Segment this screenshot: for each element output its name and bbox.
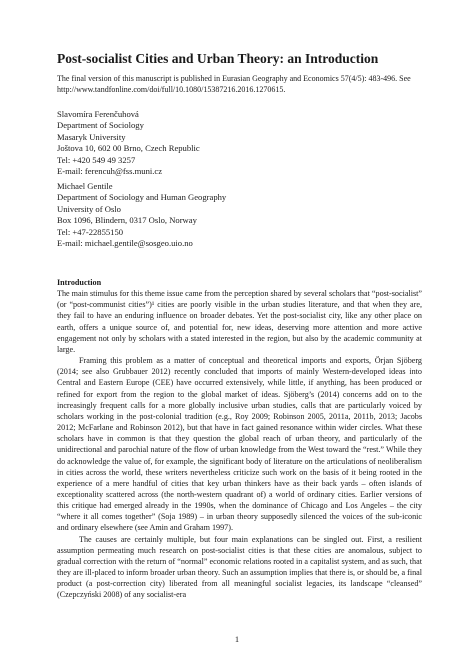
body-paragraph: The main stimulus for this theme issue came from the perception shared by several scholars that “post-socialist” (or “post-communist cities”)¹ cities are poorly visible in the urban studies literature, and that when they are, they fail to have an enduring influence on broader debates. Yet the post-socialist city, like any other place on earth, offers a unique source of, and potential for, new ideas, deserving more attention and more active engagement not only by scholars with a stated interested in the region, but also by the academic community at large.	[57, 289, 422, 354]
author-block-2	[57, 181, 387, 249]
author-address: Joštova 10, 602 00 Brno, Czech Republic	[57, 143, 200, 154]
author-department: Department of Sociology	[57, 120, 144, 131]
page-number: 1	[234, 634, 240, 644]
author-email: E-mail: michael.gentile@sosgeo.uio.no	[57, 238, 193, 249]
author-name: Slavomíra Ferenčuhová	[57, 109, 139, 119]
author-block-1	[57, 109, 387, 177]
body-paragraph: The causes are certainly multiple, but four main explanations can be singled out. First, a resilient assumption permeating much research on post-socialist cities is that these cities are anomalous, subject to gradual correction with the return of “normal” economic relations rooted in a capitalist system, and as such, that they are ill-placed to inform broader urban theory. Such an assumption implies that there is, or should be, a final product (a post-correction city) liberated from all meaningful socialist legacies, its landscape “cleansed” (Czepczyński 2008) of any socialist-era	[57, 534, 422, 600]
author-email: E-mail: ferencuh@fss.muni.cz	[57, 166, 163, 177]
author-university: University of Oslo	[57, 203, 121, 214]
body-paragraph: Framing this problem as a matter of conceptual and theoretical imports and exports, Örjan Sjöberg (2014; see also Grubbauer 2012) recently concluded that imports of mainly Western-developed ideas into Central and Eastern Europe (CEE) have occurred extensively, while little, if anything, has been produced or refined for export from the region to the global market of ideas. Sjöberg’s (2014) concerns add on to the increasingly frequent calls for a more globally inclusive urban studies, calls that are particularly voiced by scholars working in the post-colonial tradition (e.g., Roy 2009; Robinson 2005, 2011a, 2011b, 2013; Jacobs 2012; McFarlane and Robinson 2012), but that have in fact gained resonance within wider circles. What these scholars have in common is that they question the global reach of urban theory, and particularly of the unidirectional and parochial nature of the flow of urban knowledge from the West toward the “rest.” While they do acknowledge the value of, for example, the significant body of literature on the articulations of neoliberalism in cities across the world, these writers nevertheless criticize such work on the basis of it being rooted in the experience of a mere handful of cities that key urban thinkers have as their back yards – often islands of exceptionality scattered across (the north-western quadrant of) a world of ordinary cities. Earlier versions of this critique had emerged already in the 1990s, when the dominance of Chicago and Los Angeles – the city “where it all comes together” (Soja 1989) – in urban theory supposedly silenced the voices of the sub-iconic and ordinary elsewhere (see Amin and Graham 1997).	[57, 356, 422, 533]
author-department: Department of Sociology and Human Geography	[57, 192, 227, 203]
author-phone: Tel: +420 549 49 3257	[57, 154, 136, 165]
author-university: Masaryk University	[57, 131, 126, 142]
main-body	[57, 277, 422, 601]
author-phone: Tel: +47-22855150	[57, 226, 124, 237]
paper-title: Post-socialist Cities and Urban Theory: an Introduction	[57, 51, 379, 66]
author-name: Michael Gentile	[57, 181, 113, 191]
section-heading: Introduction	[57, 278, 102, 287]
publication-note: The final version of this manuscript is published in Eurasian Geography and Economics 57(4/5): 483-496. See http://www.tandfonline.com/doi/full/10.1080/15387216.2016.1270615.	[57, 74, 411, 94]
author-address: Box 1096, Blindern, 0317 Oslo, Norway	[57, 215, 197, 226]
